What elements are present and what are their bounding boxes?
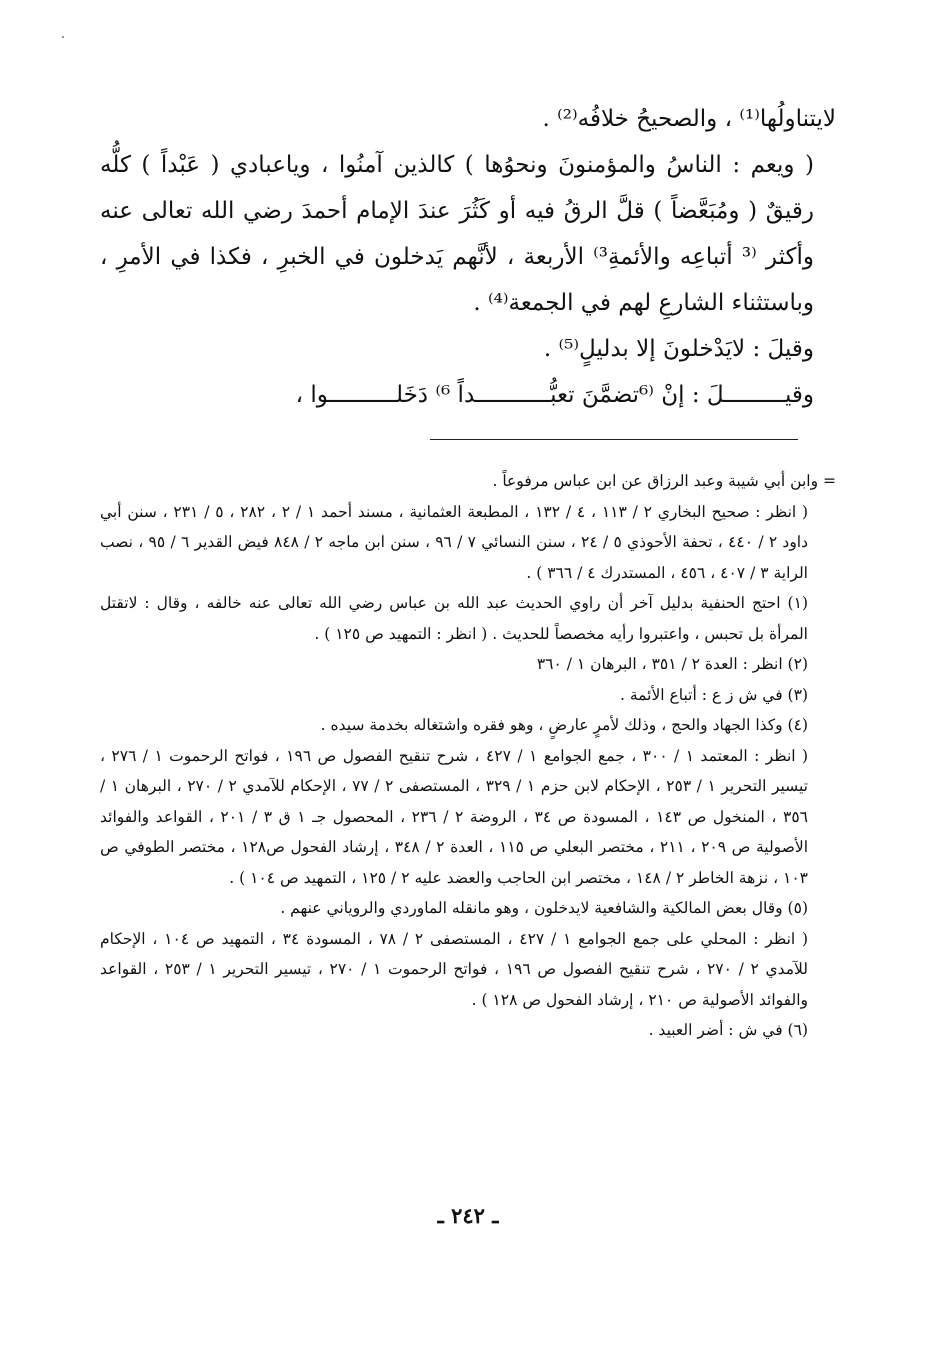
- page-number: ـ ٢٤٢ ـ: [437, 1203, 499, 1228]
- scan-speck: [62, 36, 64, 38]
- footnote-divider: [430, 439, 798, 440]
- main-text: [100, 96, 836, 418]
- footnote: ( انظر : المحلي على جمع الجوامع ١ / ٤٢٧ ، المستصفى ٢ / ٧٨ ، المسودة ٣٤ ، التمهيد ص ١٠٤ ، الإحكام للآمدي ٢ / ٢٧٠ ، شرح تنقيح الفصول ص ١٩٦ ، فواتح الرحموت ١ / ٢٧٠ ، تيسير التحرير ١ / ٢٥٣ ، القواعد والفوائد الأصولية ص ٢١٠ ، إرشاد الفحول ص ١٢٨ ) .: [100, 929, 809, 1009]
- main-paragraph: وقيـــــــــلَ : إنْ ⁽⁶تضمَّنَ تعبُّـــــــــــداً ⁶⁾ دَخَلــــــــــوا ،: [295, 382, 814, 408]
- footnote: (٣) في ش ز ع : أتباع الأئمة .: [620, 685, 808, 704]
- footnote: (١) احتج الحنفية بدليل آخر أن راوي الحديث عبد الله بن عباس رضي الله تعالى عنه خالفه ، وقال : لاتقتل المرأة بل تحبس ، واعتبروا رأيه مخصصاً للحديث . ( انظر : التمهيد ص ١٢٥ ) .: [100, 594, 808, 643]
- main-paragraph: وقيلَ : لايَدْخلونَ إلا بدليلٍ⁽⁵⁾ .: [543, 336, 814, 362]
- footnote: (٤) وكذا الجهاد والحج ، وذلك لأمرٍ عارضٍ ، وهو فقره واشتغاله بخدمة سيده .: [320, 716, 808, 734]
- footnotes: [100, 466, 836, 1046]
- footnote: = وابن أبي شيبة وعبد الرزاق عن ابن عباس مرفوعاً .: [492, 472, 836, 490]
- footnote: (٦) في ش : أضر العبيد .: [648, 1021, 808, 1039]
- main-paragraph: لايتناولُها⁽¹⁾ ، والصحيحُ خلافُه⁽²⁾ .: [542, 106, 836, 132]
- footnote: (٢) انظر : العدة ٢ / ٣٥١ ، البرهان ١ / ٣٦٠: [536, 655, 808, 673]
- footnote: (٥) وقال بعض المالكية والشافعية لايدخلون ، وهو مانقله الماوردي والروياني عنهم .: [280, 899, 808, 917]
- footnote: ( انظر : صحيح البخاري ٢ / ١١٣ ، ٤ / ١٣٢ ، المطبعة العثمانية ، مسند أحمد ١ / ٢ ، ٢٨٢ ، ٥ / ٢٣١ ، سنن أبي داود ٢ / ٤٤٠ ، تحفة الأحوذي ٥ / ٢٤ ، سنن النسائي ٧ / ٩٦ ، سنن ابن ماجه ٢ / ٨٤٨ فيض القدير ٦ / ٩٥ ، نصب الراية ٣ / ٤٠٧ ، ٤٥٦ ، المستدرك ٤ / ٣٦٦ ) .: [100, 502, 809, 582]
- footnote: ( انظر : المعتمد ١ / ٣٠٠ ، جمع الجوامع ١ / ٤٢٧ ، شرح تنقيح الفصول ص ١٩٦ ، فواتح الرحموت ١ / ٢٧٦ ، تيسير التحرير ١ / ٢٥٣ ، الإحكام لابن حزم ١ / ٣٢٩ ، المستصفى ٢ / ٧٧ ، الإحكام للآمدي ٢ / ٢٧٠ ، البرهان ١ / ٣٥٦ ، المنخول ص ١٤٣ ، المسودة ص ٣٤ ، الروضة ٢ / ٢٣٦ ، المحصول جـ ١ ق ٣ / ٢٠١ ، القواعد والفوائد الأصولية ص ٢٠٩ ، ٢١١ ، مختصر البعلي ص ١١٥ ، العدة ٢ / ٣٤٨ ، إرشاد الفحول ص١٢٨ ، مختصر الطوفي ص ١٠٣ ، نزهة الخاطر ٢ / ١٤٨ ، مختصر ابن الحاجب والعضد عليه ٢ / ١٢٥ ، التمهيد ص ١٠٤ ) .: [100, 746, 809, 887]
- main-paragraph: ( ويعم : الناسُ والمؤمنونَ ونحوُها ) كالذين آمنُوا ، وياعبادي ( عَبْداً ) كلُّه رقيقٌ ( ومُبَعَّضاً ) قلَّ الرقُ فيه أو كَثُرَ عندَ الإمام أحمدَ رضي الله تعالى عنه وأكثر ⁽³ أتباعِه والأئمةِ³⁾ الأربعة ، لأنَّهم يَدخلون في الخبرِ ، فكذا في الأمرِ ، وباستثناء الشارعِ لهم في الجمعة⁽⁴⁾ .: [100, 152, 814, 316]
